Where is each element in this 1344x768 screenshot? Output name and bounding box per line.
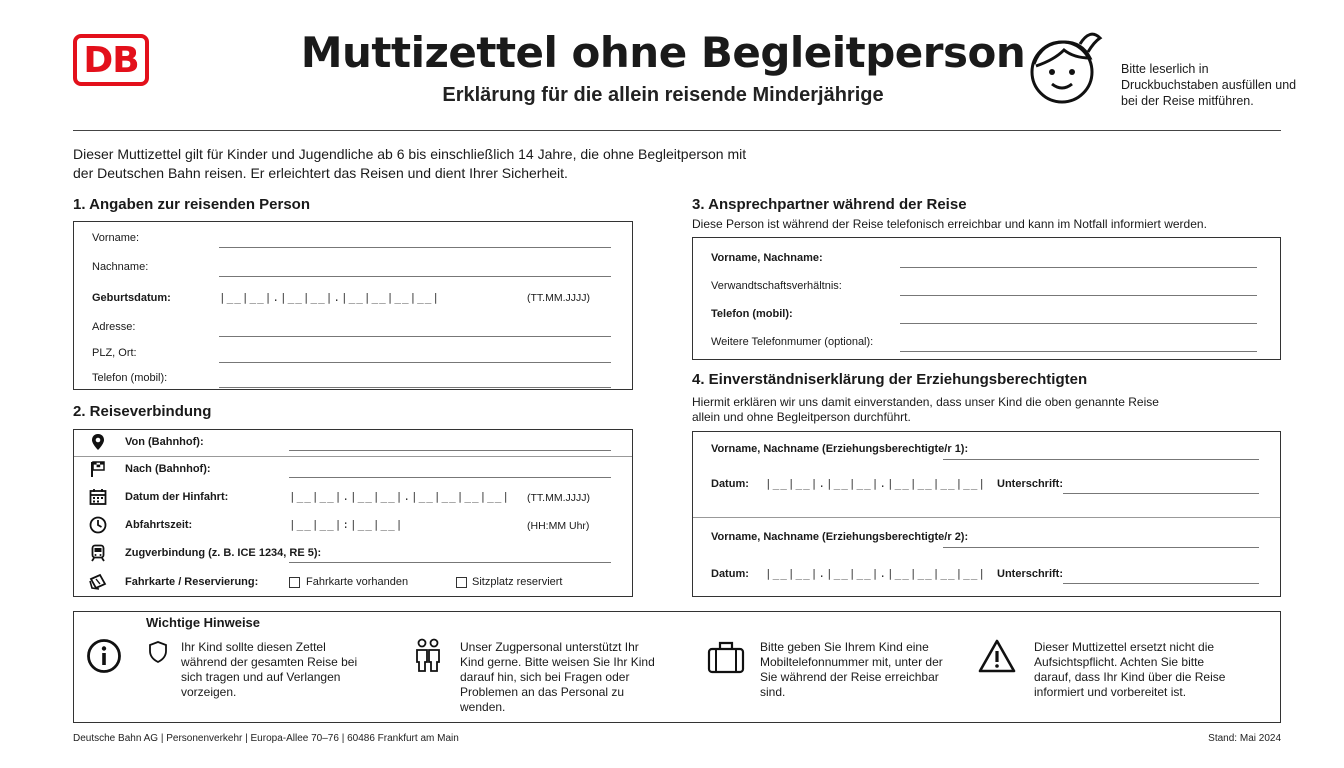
parent2-signature-field[interactable] [1063,583,1259,584]
datum-hinfahrt-field[interactable]: |__|__|.|__|__|.|__|__|__|__| [289,490,511,503]
parent2-datum-label: Datum: [711,568,749,580]
adresse-field[interactable] [219,336,611,337]
clock-icon [89,516,107,534]
parent2-signature-label: Unterschrift: [997,568,1064,580]
section1-box [73,221,633,390]
parent1-name-field[interactable] [943,459,1259,460]
parent1-datum-field[interactable]: |__|__|.|__|__|.|__|__|__|__| [765,477,987,490]
hints-title: Wichtige Hinweise [146,615,261,630]
zugverbindung-field[interactable] [289,562,611,563]
header-note: Bitte leserlich in Druckbuchstaben ausfüllen und bei der Reise mitführen. [1121,62,1297,108]
nach-label: Nach (Bahnhof): [125,463,211,475]
parent1-signature-field[interactable] [1063,493,1259,494]
section4-box [692,431,1281,597]
section2-box [73,429,633,597]
telefon-field[interactable] [219,387,611,388]
plz-ort-field[interactable] [219,362,611,363]
info-icon [86,638,122,674]
sitzplatz-checkbox-label: Sitzplatz reserviert [472,576,563,588]
warning-icon [977,638,1017,674]
section1-title: 1. Angaben zur reisenden Person [73,196,311,213]
hint-text-4: Dieser Muttizettel ersetzt nicht die Aufsichtspflicht. Achten Sie bitte darauf, dass Ihr Kind über die Reise informiert und vorbereitet ist. [1034,640,1226,699]
section3-box [692,237,1281,360]
section3-title: 3. Ansprechpartner während der Reise [692,196,967,213]
nachname-field[interactable] [219,276,611,277]
weitere-telefon-field[interactable] [900,351,1257,352]
parent2-datum-field[interactable]: |__|__|.|__|__|.|__|__|__|__| [765,567,987,580]
db-logo: DB [73,34,149,86]
parent2-name-label: Vorname, Nachname (Erziehungsberechtigte/r 2): [711,531,969,543]
flag-icon [89,460,107,478]
section2-divider [74,456,632,457]
people-icon [413,638,443,674]
weitere-telefon-label: Weitere Telefonmumer (optional): [711,336,874,348]
telefon-label: Telefon (mobil): [92,372,168,384]
verhaeltnis-label: Verwandtschaftsverhältnis: [711,280,842,292]
hint-text-3: Bitte geben Sie Ihrem Kind eine Mobiltelefonnummer mit, unter der Sie während der Reise erreichbar sind. [760,640,943,699]
calendar-icon [89,488,107,506]
nach-field[interactable] [289,477,611,478]
zugverbindung-label: Zugverbindung (z. B. ICE 1234, RE 5): [125,547,322,559]
parent-divider [693,517,1280,518]
hints-box [73,611,1281,723]
section4-text: Hiermit erklären wir uns damit einverstanden, dass unser Kind die oben genannte Reise allein und ohne Begleitperson durchführt. [692,395,1159,424]
von-field[interactable] [289,450,611,451]
nachname-label: Nachname: [92,261,149,273]
train-icon [89,544,107,562]
suitcase-icon [707,640,745,674]
abfahrtszeit-field[interactable]: |__|__|:|__|__| [289,518,404,531]
parent1-signature-label: Unterschrift: [997,478,1064,490]
header-divider [73,130,1281,131]
von-label: Von (Bahnhof): [125,436,204,448]
plz-ort-label: PLZ, Ort: [92,347,137,359]
geburtsdatum-field[interactable]: |__|__|.|__|__|.|__|__|__|__| [219,291,441,304]
shield-icon [147,640,169,664]
datum-hinfahrt-label: Datum der Hinfahrt: [125,491,229,503]
section3-subtitle: Diese Person ist während der Reise telefonisch erreichbar und kann im Notfall informiert werden. [692,217,1207,231]
fahrkarte-checkbox[interactable] [289,577,300,588]
section4-title: 4. Einverständniserklärung der Erziehungsberechtigten [692,371,1088,388]
vorname-field[interactable] [219,247,611,248]
abfahrtszeit-format: (HH:MM Uhr) [527,520,590,532]
kontakt-telefon-label: Telefon (mobil): [711,308,793,320]
fahrkarte-label: Fahrkarte / Reservierung: [125,576,259,588]
vorname-label: Vorname: [92,232,140,244]
parent1-datum-label: Datum: [711,478,749,490]
hint-text-2: Unser Zugpersonal unterstützt Ihr Kind gerne. Bitte weisen Sie Ihr Kind darauf hin, sich bei Fragen oder Problemen an das Personal zu wenden. [460,640,655,714]
ticket-icon [89,573,107,591]
page-title: Muttizettel ohne Begleitperson [300,28,1026,77]
page-subtitle: Erklärung für die allein reisende Minderjährige [442,84,884,106]
section2-title: 2. Reiseverbindung [73,403,212,420]
parent1-name-label: Vorname, Nachname (Erziehungsberechtigte/r 1): [711,443,969,455]
fahrkarte-checkbox-label: Fahrkarte vorhanden [306,576,409,588]
footer-date: Stand: Mai 2024 [1208,733,1281,744]
geburtsdatum-label: Geburtsdatum: [92,292,171,304]
kontakt-telefon-field[interactable] [900,323,1257,324]
location-pin-icon [89,433,107,451]
parent2-name-field[interactable] [943,547,1259,548]
intro-text: Dieser Muttizettel gilt für Kinder und Jugendliche ab 6 bis einschließlich 14 Jahre, die ohne Begleitperson mit der Deutschen Bahn reisen. Er erleichtert das Reisen und dient Ihrer Sicherheit. [73,146,747,181]
abfahrtszeit-label: Abfahrtszeit: [125,519,193,531]
kontakt-name-field[interactable] [900,267,1257,268]
geburtsdatum-format: (TT.MM.JJJJ) [527,292,590,304]
sitzplatz-checkbox[interactable] [456,577,467,588]
adresse-label: Adresse: [92,321,136,333]
verhaeltnis-field[interactable] [900,295,1257,296]
child-face-icon [1024,28,1104,108]
hint-text-1: Ihr Kind sollte diesen Zettel während der gesamten Reise bei sich tragen und auf Verlangen vorzeigen. [181,640,358,699]
kontakt-name-label: Vorname, Nachname: [711,252,823,264]
datum-hinfahrt-format: (TT.MM.JJJJ) [527,492,590,504]
footer-address: Deutsche Bahn AG | Personenverkehr | Europa-Allee 70–76 | 60486 Frankfurt am Main [73,733,459,744]
